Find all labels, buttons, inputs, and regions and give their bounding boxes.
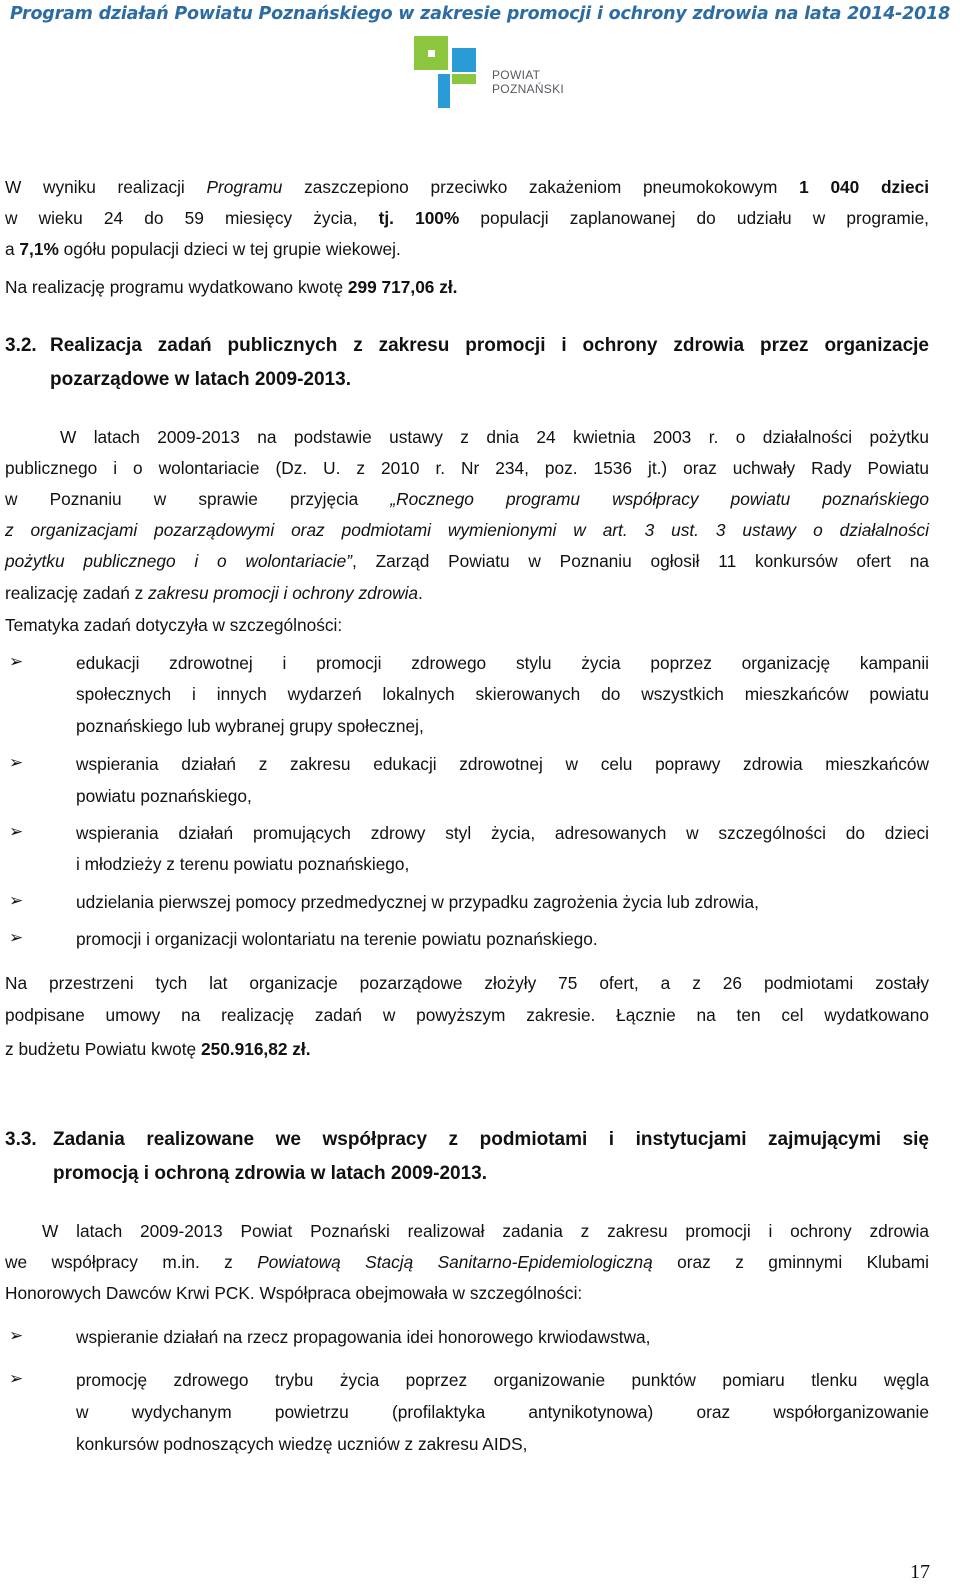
list-item: promocji i organizacji wolontariatu na terenie powiatu poznańskiego. <box>76 929 598 949</box>
section-number: 3.3. <box>5 1129 37 1150</box>
paragraph-line: z organizacjami pozarządowymi oraz podmiotami wymienionymi w art. 3 ust. 3 ustawy o działalności <box>5 520 929 540</box>
paragraph-line: Na przestrzeni tych lat organizacje pozarządowe złożyły 75 ofert, a z 26 podmiotami zostały <box>5 973 929 993</box>
bullet-arrow-icon: ➢ <box>9 1326 24 1345</box>
list-item: promocję zdrowego trybu życia poprzez organizowanie punktów pomiaru tlenku węgla <box>76 1370 929 1390</box>
bullet-arrow-icon: ➢ <box>9 753 24 772</box>
list-item: poznańskiego lub wybranej grupy społecznej, <box>76 716 424 736</box>
section-heading-cont: pozarządowe w latach 2009-2013. <box>50 369 351 390</box>
paragraph-line: W wyniku realizacji Programu zaszczepiono przeciwko zakażeniom pneumokokowym 1 040 dzieci <box>5 177 929 197</box>
logo-line-2: POZNAŃSKI <box>492 82 565 96</box>
section-heading-cont: promocją i ochroną zdrowia w latach 2009-2013. <box>53 1163 487 1184</box>
paragraph-line: Honorowych Dawców Krwi PCK. Współpraca obejmowała w szczególności: <box>5 1283 583 1303</box>
list-item: w wydychanym powietrzu (profilaktyka antynikotynowa) oraz współorganizowanie <box>76 1402 929 1422</box>
paragraph-line: pożytku publicznego i o wolontariacie”, Zarząd Powiatu w Poznaniu ogłosił 11 konkursów ofert na <box>5 551 929 571</box>
bullet-arrow-icon: ➢ <box>9 1369 24 1388</box>
list-item: społecznych i innych wydarzeń lokalnych skierowanych do wszystkich mieszkańców powiatu <box>76 684 929 704</box>
section-number: 3.2. <box>5 335 37 356</box>
logo-text <box>492 68 564 96</box>
section-heading: Realizacja zadań publicznych z zakresu promocji i ochrony zdrowia przez organizacje <box>50 335 929 356</box>
list-item: powiatu poznańskiego, <box>76 786 252 806</box>
paragraph-line: W latach 2009-2013 na podstawie ustawy z dnia 24 kwietnia 2003 r. o działalności pożytku <box>60 427 929 447</box>
paragraph-line: Na realizację programu wydatkowano kwotę 299 717,06 zł. <box>5 277 458 297</box>
paragraph-line: Tematyka zadań dotyczyła w szczególności: <box>5 615 343 635</box>
list-item: wspierania działań promujących zdrowy styl życia, adresowanych w szczególności do dzieci <box>76 823 929 843</box>
paragraph-line: publicznego i o wolontariacie (Dz. U. z 2010 r. Nr 234, poz. 1536 jt.) oraz uchwały Rady Powiatu <box>5 458 929 478</box>
bullet-arrow-icon: ➢ <box>9 928 24 947</box>
list-item: wspieranie działań na rzecz propagowania idei honorowego krwiodawstwa, <box>76 1327 651 1347</box>
logo-mark-icon <box>414 36 490 110</box>
bullet-arrow-icon: ➢ <box>9 822 24 841</box>
logo-line-1: POWIAT <box>492 68 541 82</box>
bullet-arrow-icon: ➢ <box>9 891 24 910</box>
paragraph-line: W latach 2009-2013 Powiat Poznański realizował zadania z zakresu promocji i ochrony zdrowia <box>42 1221 929 1241</box>
paragraph-line: a 7,1% ogółu populacji dzieci w tej grupie wiekowej. <box>5 239 401 259</box>
section-heading: Zadania realizowane we współpracy z podmiotami i instytucjami zajmującymi się <box>53 1129 929 1150</box>
page-number: 17 <box>910 1561 930 1583</box>
list-item: udzielania pierwszej pomocy przedmedycznej w przypadku zagrożenia życia lub zdrowia, <box>76 892 759 912</box>
paragraph-line: w Poznaniu w sprawie przyjęcia „Rocznego programu współpracy powiatu poznańskiego <box>5 489 929 509</box>
list-item: wspierania działań z zakresu edukacji zdrowotnej w celu poprawy zdrowia mieszkańców <box>76 754 929 774</box>
paragraph-line: realizację zadań z zakresu promocji i ochrony zdrowia. <box>5 583 423 603</box>
paragraph-line: z budżetu Powiatu kwotę 250.916,82 zł. <box>5 1039 311 1059</box>
list-item: edukacji zdrowotnej i promocji zdrowego stylu życia poprzez organizację kampanii <box>76 653 929 673</box>
list-item: i młodzieży z terenu powiatu poznańskiego, <box>76 854 410 874</box>
paragraph-line: we współpracy m.in. z Powiatową Stacją Sanitarno-Epidemiologiczną oraz z gminnymi Klubami <box>5 1252 929 1272</box>
running-header: Program działań Powiatu Poznańskiego w zakresie promocji i ochrony zdrowia na lata 2014-2018 <box>9 4 951 24</box>
bullet-arrow-icon: ➢ <box>9 652 24 671</box>
paragraph-line: podpisane umowy na realizację zadań w powyższym zakresie. Łącznie na ten cel wydatkowano <box>5 1005 929 1025</box>
list-item: konkursów podnoszących wiedzę uczniów z zakresu AIDS, <box>76 1434 528 1454</box>
paragraph-line: w wieku 24 do 59 miesięcy życia, tj. 100% populacji zaplanowanej do udziału w programie, <box>5 208 929 228</box>
powiat-poznanski-logo <box>414 36 594 110</box>
